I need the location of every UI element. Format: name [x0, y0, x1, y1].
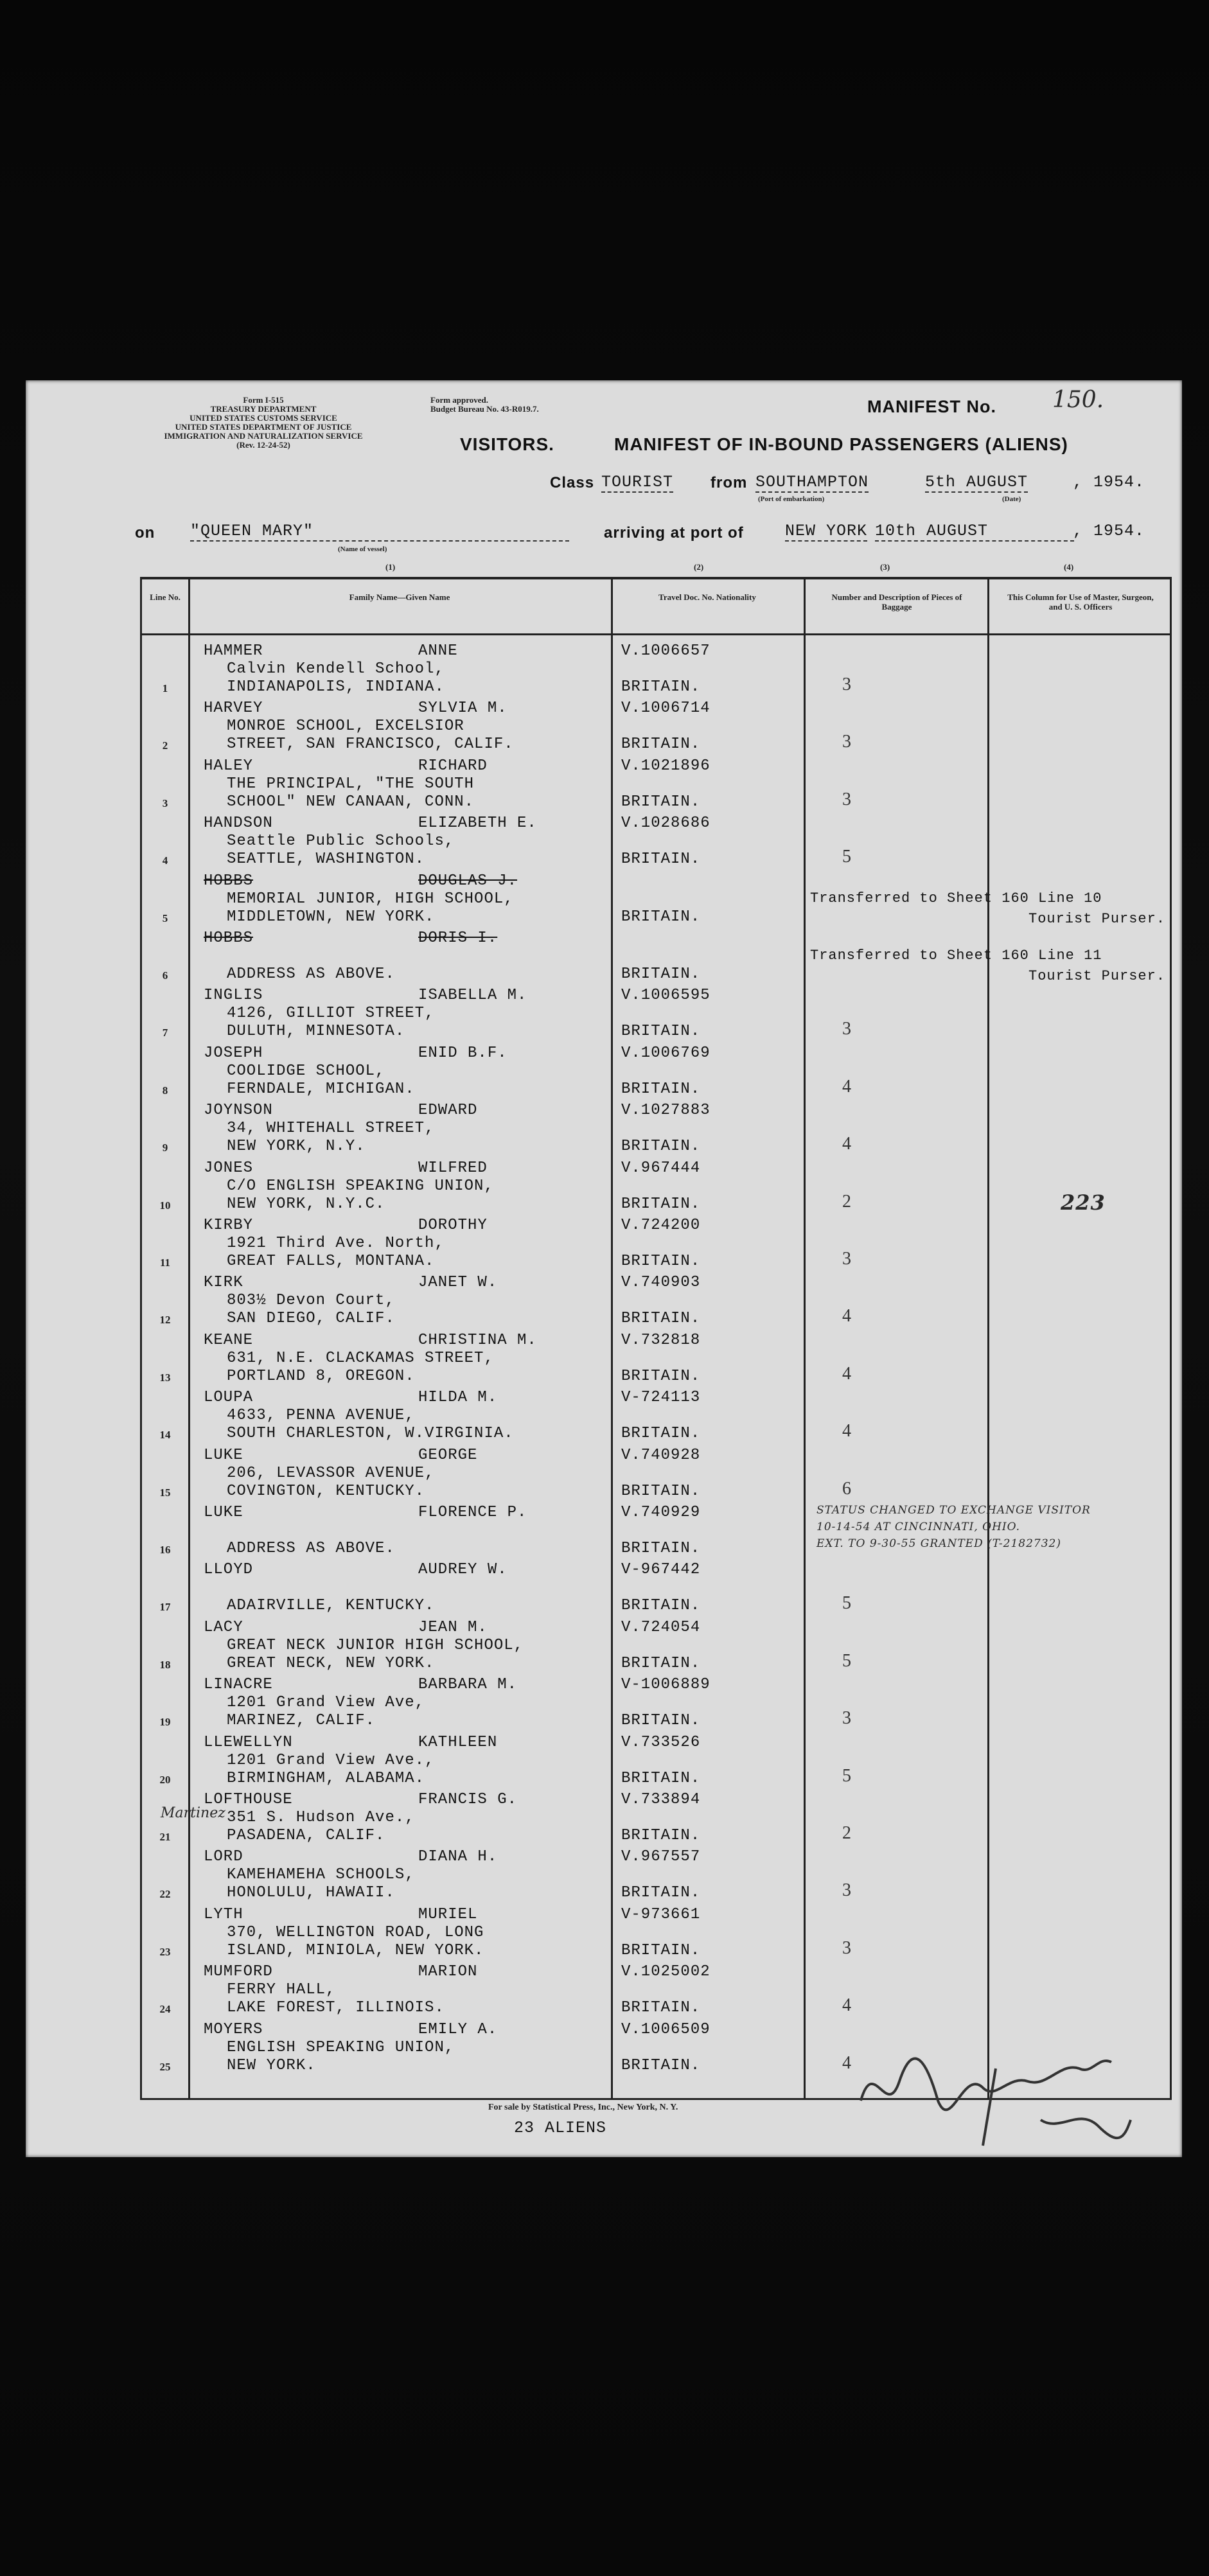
given-name: EDWARD [418, 1102, 478, 1120]
travel-doc-number: V.733526 [621, 1733, 701, 1751]
table-row [142, 1102, 1170, 1159]
form-rev: (Rev. 12-24-52) [236, 440, 290, 450]
line-number: 20 [159, 1773, 171, 1786]
travel-doc-number: V.1025002 [621, 1963, 710, 1981]
arriving-label: arriving at port of [604, 524, 744, 542]
port-of-embarkation: SOUTHAMPTON [755, 473, 869, 491]
nationality: BRITAIN. [621, 1769, 701, 1787]
baggage-count: 6 [842, 1478, 852, 1499]
address-line-2: PORTLAND 8, OREGON. [227, 1367, 415, 1385]
table-row [142, 1619, 1170, 1676]
form-service: UNITED STATES CUSTOMS SERVICE [190, 413, 337, 423]
printer-note: For sale by Statistical Press, Inc., New York, N. Y. [488, 2103, 678, 2112]
line-number: 16 [159, 1544, 171, 1556]
line-number: 1 [162, 682, 168, 694]
baggage-count: 2 [842, 1191, 852, 1212]
baggage-count: 3 [842, 1880, 852, 1901]
table-row [142, 1045, 1170, 1102]
purser-note: Tourist Purser. [1028, 968, 1166, 984]
travel-doc-number: V.1027883 [621, 1102, 710, 1120]
family-name: LYTH [204, 1905, 243, 1923]
travel-doc-number: V.1021896 [621, 757, 710, 775]
baggage-count: 3 [842, 1708, 852, 1729]
nationality: BRITAIN. [621, 1712, 701, 1730]
table-row [142, 1791, 1170, 1848]
table-row [142, 1217, 1170, 1274]
table-row [142, 642, 1170, 700]
address-line-2: GREAT FALLS, MONTANA. [227, 1253, 435, 1270]
family-name: INGLIS [204, 987, 263, 1005]
address-line-1: ENGLISH SPEAKING UNION, [227, 2038, 455, 2056]
family-name: JOSEPH [204, 1044, 263, 1062]
address-line-1: MONROE SCHOOL, EXCELSIOR [227, 718, 464, 736]
address-line-1: 4633, PENNA AVENUE, [227, 1407, 415, 1425]
address-line-2: MARINEZ, CALIF. [227, 1712, 376, 1730]
family-name: LLEWELLYN [204, 1733, 293, 1751]
header-divider [142, 633, 1170, 635]
given-name: EMILY A. [418, 2020, 498, 2038]
given-name: GEORGE [418, 1446, 478, 1464]
given-name: CHRISTINA M. [418, 1331, 537, 1349]
vessel-name: "QUEEN MARY" [190, 522, 569, 542]
nationality: BRITAIN. [621, 1597, 701, 1615]
address-line-1: Calvin Kendell School, [227, 660, 445, 678]
travel-doc-number: V.967557 [621, 1848, 701, 1866]
manifest-page [26, 380, 1182, 2157]
address-line-1: 803½ Devon Court, [227, 1292, 395, 1310]
line-number: 19 [159, 1716, 171, 1729]
baggage-count: 4 [842, 1363, 852, 1384]
status-change-note: EXT. TO 9-30-55 GRANTED (T-2182732) [816, 1537, 1061, 1550]
travel-doc-number: V-1006889 [621, 1676, 710, 1694]
line-number: 17 [159, 1601, 171, 1614]
line-number: 2 [162, 739, 168, 752]
nationality: BRITAIN. [621, 1999, 701, 2017]
vessel-caption: (Name of vessel) [338, 545, 387, 553]
nationality: BRITAIN. [621, 1195, 701, 1213]
address-line-1: 1201 Grand View Ave., [227, 1751, 435, 1769]
given-name: JANET W. [418, 1274, 498, 1292]
travel-doc-number: V.1006595 [621, 987, 710, 1005]
family-name: MOYERS [204, 2020, 263, 2038]
line-number: 10 [159, 1199, 171, 1212]
transfer-note: Transferred to Sheet 160 Line 11 [810, 948, 1102, 964]
address-line-1: COOLIDGE SCHOOL, [227, 1062, 385, 1080]
given-name: MARION [418, 1963, 478, 1981]
column-number-2: (2) [694, 562, 704, 572]
baggage-count: 4 [842, 1076, 852, 1097]
travel-doc-number: V-724113 [621, 1389, 701, 1407]
nationality: BRITAIN. [621, 1827, 701, 1844]
nationality: BRITAIN. [621, 1080, 701, 1098]
family-name: MUMFORD [204, 1963, 273, 1981]
line-number: 24 [159, 2003, 171, 2016]
family-name: LOUPA [204, 1389, 254, 1407]
line-number: 5 [162, 912, 168, 924]
family-name: LORD [204, 1848, 243, 1866]
address-line-2: LAKE FOREST, ILLINOIS. [227, 1999, 445, 2017]
address-line-1: THE PRINCIPAL, "THE SOUTH [227, 775, 475, 793]
given-name: BARBARA M. [418, 1676, 518, 1694]
date-caption: (Date) [1002, 495, 1021, 503]
family-name: LINACRE [204, 1676, 273, 1694]
family-name: HALEY [204, 757, 254, 775]
address-line-2: FERNDALE, MICHIGAN. [227, 1080, 415, 1098]
line-number: 12 [159, 1314, 171, 1327]
nationality: BRITAIN. [621, 1654, 701, 1672]
baggage-count: 4 [842, 1134, 852, 1154]
passenger-table [140, 577, 1172, 2100]
transfer-note: Transferred to Sheet 160 Line 10 [810, 890, 1102, 906]
arrival-port: NEW YORK [785, 522, 868, 540]
arrival-date: 10th AUGUST [875, 522, 1074, 542]
form-ins: IMMIGRATION AND NATURALIZATION SERVICE [164, 431, 363, 441]
table-row [142, 1963, 1170, 2020]
address-line-2: PASADENA, CALIF. [227, 1827, 385, 1844]
table-row [142, 1447, 1170, 1504]
form-dept: TREASURY DEPARTMENT [210, 404, 317, 414]
departure-date: 5th AUGUST [925, 473, 1028, 491]
line-number: 9 [162, 1142, 168, 1154]
given-name: DIANA H. [418, 1848, 498, 1866]
address-line-2: ISLAND, MINIOLA, NEW YORK. [227, 1941, 484, 1959]
nationality: BRITAIN. [621, 1253, 701, 1270]
travel-doc-number: V.1006714 [621, 700, 710, 718]
table-row [142, 1561, 1170, 1618]
address-line-2: NEW YORK. [227, 2056, 316, 2074]
table-row [142, 1504, 1170, 1561]
given-name: WILFRED [418, 1159, 488, 1177]
baggage-count: 4 [842, 2052, 852, 2073]
family-name: JOYNSON [204, 1102, 273, 1120]
manifest-label: MANIFEST No. [867, 397, 996, 416]
column-number-1: (1) [385, 562, 396, 572]
line-number: 7 [162, 1027, 168, 1039]
table-row [142, 1848, 1170, 1905]
travel-doc-number: V.740928 [621, 1446, 701, 1464]
table-row [142, 1676, 1170, 1733]
travel-doc-number: V.1006509 [621, 2020, 710, 2038]
travel-doc-number: V.724054 [621, 1618, 701, 1636]
table-row [142, 1906, 1170, 1963]
line-number: 3 [162, 797, 168, 809]
family-name: JONES [204, 1159, 254, 1177]
nationality: BRITAIN. [621, 1138, 701, 1156]
visitors-stamp: VISITORS. [460, 434, 554, 454]
address-line-2: SAN DIEGO, CALIF. [227, 1310, 395, 1328]
family-name: HAMMER [204, 642, 263, 660]
address-line-1: KAMEHAMEHA SCHOOLS, [227, 1866, 415, 1884]
nationality: BRITAIN. [621, 851, 701, 869]
nationality: BRITAIN. [621, 908, 701, 926]
nationality: BRITAIN. [621, 1482, 701, 1500]
travel-doc-number: V.733894 [621, 1791, 701, 1808]
nationality: BRITAIN. [621, 966, 701, 983]
col-family-name: Family Name—Given Name [349, 592, 450, 602]
nationality: BRITAIN. [621, 1310, 701, 1328]
address-line-2: STREET, SAN FRANCISCO, CALIF. [227, 736, 514, 754]
nationality: BRITAIN. [621, 1540, 701, 1557]
class-label: Class [550, 474, 595, 491]
nationality: BRITAIN. [621, 678, 701, 696]
family-name: HARVEY [204, 700, 263, 718]
address-line-1: Seattle Public Schools, [227, 833, 455, 851]
table-row [142, 1332, 1170, 1389]
family-name: KIRBY [204, 1217, 254, 1234]
family-name: HANDSON [204, 815, 273, 833]
line-number: 23 [159, 1945, 171, 1958]
nationality: BRITAIN. [621, 1023, 701, 1041]
form-approved: Form approved. [430, 395, 489, 405]
address-line-1: 1921 Third Ave. North, [227, 1235, 445, 1252]
baggage-count: 3 [842, 732, 852, 752]
officer-remark: 223 [1061, 1190, 1106, 1215]
line-number: 11 [159, 1257, 171, 1269]
line-number: 6 [162, 969, 168, 982]
address-line-1: GREAT NECK JUNIOR HIGH SCHOOL, [227, 1636, 524, 1654]
line-number: 18 [159, 1658, 171, 1671]
baggage-count: 4 [842, 1306, 852, 1327]
baggage-count: 5 [842, 1593, 852, 1614]
address-line-2: ADDRESS AS ABOVE. [227, 966, 395, 983]
class-value: TOURIST [601, 473, 674, 491]
nationality: BRITAIN. [621, 1941, 701, 1959]
table-row [142, 1160, 1170, 1217]
given-name: DORIS I. [418, 930, 498, 947]
given-name: DOUGLAS J. [418, 872, 518, 890]
family-name: HOBBS [204, 930, 254, 947]
address-line-2: MIDDLETOWN, NEW YORK. [227, 908, 435, 926]
family-name: LLOYD [204, 1561, 254, 1579]
travel-doc-number: V-973661 [621, 1905, 701, 1923]
line-number: 8 [162, 1084, 168, 1097]
given-name: SYLVIA M. [418, 700, 507, 718]
purser-note: Tourist Purser. [1028, 910, 1166, 927]
baggage-count: 5 [842, 1765, 852, 1786]
address-line-2: GREAT NECK, NEW YORK. [227, 1654, 435, 1672]
line-number: 4 [162, 854, 168, 867]
table-row [142, 1734, 1170, 1791]
nationality: BRITAIN. [621, 736, 701, 754]
line-number: 15 [159, 1486, 171, 1499]
family-name: LUKE [204, 1504, 243, 1521]
manifest-number: 150. [1052, 387, 1104, 413]
nationality: BRITAIN. [621, 793, 701, 811]
family-name: KEANE [204, 1331, 254, 1349]
family-name: LOFTHOUSE [204, 1791, 293, 1808]
manifest-title: MANIFEST OF IN-BOUND PASSENGERS (ALIENS) [614, 434, 1068, 454]
from-label: from [710, 474, 748, 491]
family-name: LACY [204, 1618, 243, 1636]
nationality: BRITAIN. [621, 1367, 701, 1385]
family-name: KIRK [204, 1274, 243, 1292]
address-line-2: DULUTH, MINNESOTA. [227, 1023, 405, 1041]
table-row [142, 987, 1170, 1044]
travel-doc-number: V.1006769 [621, 1044, 710, 1062]
given-name: ANNE [418, 642, 458, 660]
form-number: Form I-515 [243, 395, 284, 405]
family-name: LUKE [204, 1446, 243, 1464]
given-name: FRANCIS G. [418, 1791, 518, 1808]
baggage-count: 3 [842, 1019, 852, 1039]
travel-doc-number: V.740929 [621, 1504, 701, 1521]
address-line-2: HONOLULU, HAWAII. [227, 1884, 395, 1902]
form-justice: UNITED STATES DEPARTMENT OF JUSTICE [175, 422, 352, 432]
line-number: 13 [159, 1371, 171, 1384]
travel-doc-number: V.732818 [621, 1331, 701, 1349]
arrival-year: , 1954. [1073, 522, 1145, 540]
budget-number: Budget Bureau No. 43-R019.7. [430, 404, 539, 414]
address-line-1: 206, LEVASSOR AVENUE, [227, 1464, 435, 1482]
status-change-note: 10-14-54 AT CINCINNATI, OHIO. [816, 1521, 1020, 1533]
address-line-1: C/O ENGLISH SPEAKING UNION, [227, 1177, 494, 1195]
baggage-count: 5 [842, 1650, 852, 1671]
line-number: 22 [159, 1888, 171, 1901]
baggage-count: 4 [842, 1995, 852, 2016]
table-row [142, 815, 1170, 872]
travel-doc-number: V.740903 [621, 1274, 701, 1292]
nationality: BRITAIN. [621, 2056, 701, 2074]
address-line-1: MEMORIAL JUNIOR, HIGH SCHOOL, [227, 890, 514, 908]
table-row [142, 1274, 1170, 1331]
departure-year: , 1954. [1073, 473, 1145, 491]
given-name: FLORENCE P. [418, 1504, 527, 1521]
baggage-count: 5 [842, 847, 852, 867]
given-name: MURIEL [418, 1905, 478, 1923]
baggage-count: 3 [842, 675, 852, 694]
given-name: AUDREY W. [418, 1561, 507, 1579]
table-row [142, 757, 1170, 815]
address-line-2: ADDRESS AS ABOVE. [227, 1540, 395, 1557]
address-line-1: 351 S. Hudson Ave., [227, 1809, 415, 1826]
table-row [142, 930, 1170, 987]
baggage-count: 3 [842, 789, 852, 809]
given-name: RICHARD [418, 757, 488, 775]
address-line-2: NEW YORK, N.Y.C. [227, 1195, 385, 1213]
address-line-1: 631, N.E. CLACKAMAS STREET, [227, 1349, 494, 1367]
alien-count: 23 ALIENS [514, 2119, 607, 2137]
given-name: ELIZABETH E. [418, 815, 537, 833]
nationality: BRITAIN. [621, 1425, 701, 1443]
port-caption: (Port of embarkation) [758, 495, 825, 503]
form-id-block [128, 396, 398, 450]
travel-doc-number: V.967444 [621, 1159, 701, 1177]
given-name: HILDA M. [418, 1389, 498, 1407]
baggage-count: 4 [842, 1421, 852, 1442]
approval-block [430, 396, 539, 414]
address-line-2: COVINGTON, KENTUCKY. [227, 1482, 425, 1500]
col-baggage: Number and Description of Pieces of Baggage [831, 592, 962, 612]
given-name: DOROTHY [418, 1217, 488, 1234]
address-line-1: 4126, GILLIOT STREET, [227, 1005, 435, 1023]
address-line-1: FERRY HALL, [227, 1981, 336, 1999]
margin-note: Martinez [161, 1805, 225, 1821]
travel-doc-number: V-967442 [621, 1561, 701, 1579]
given-name: ISABELLA M. [418, 987, 527, 1005]
baggage-count: 3 [842, 1249, 852, 1269]
given-name: KATHLEEN [418, 1733, 498, 1751]
address-line-1: 1201 Grand View Ave, [227, 1694, 425, 1712]
address-line-2: SEATTLE, WASHINGTON. [227, 851, 425, 869]
address-line-1: 370, WELLINGTON ROAD, LONG [227, 1923, 484, 1941]
address-line-2: INDIANAPOLIS, INDIANA. [227, 678, 445, 696]
table-row [142, 1389, 1170, 1446]
address-line-2: BIRMINGHAM, ALABAMA. [227, 1769, 425, 1787]
col-travel-doc: Travel Doc. No. Nationality [658, 592, 756, 602]
address-line-1: 34, WHITEHALL STREET, [227, 1120, 435, 1138]
status-change-note: STATUS CHANGED TO EXCHANGE VISITOR [816, 1504, 1091, 1517]
inspector-signature [848, 2043, 1143, 2152]
given-name: ENID B.F. [418, 1044, 507, 1062]
column-number-4: (4) [1064, 562, 1074, 572]
baggage-count: 3 [842, 1937, 852, 1958]
col-officers: This Column for Use of Master, Surgeon, and U. S. Officers [1007, 592, 1154, 612]
family-name: HOBBS [204, 872, 254, 890]
line-number: 25 [159, 2060, 171, 2073]
table-row [142, 872, 1170, 930]
address-line-2: NEW YORK, N.Y. [227, 1138, 366, 1156]
on-label: on [135, 524, 155, 542]
baggage-count: 2 [842, 1823, 852, 1843]
table-row [142, 700, 1170, 757]
line-number: 21 [159, 1831, 171, 1843]
line-number: 14 [159, 1429, 171, 1442]
travel-doc-number: V.1006657 [621, 642, 710, 660]
address-line-2: SCHOOL" NEW CANAAN, CONN. [227, 793, 475, 811]
address-line-2: ADAIRVILLE, KENTUCKY. [227, 1597, 435, 1615]
travel-doc-number: V.1028686 [621, 815, 710, 833]
nationality: BRITAIN. [621, 1884, 701, 1902]
col-line-no: Line No. [150, 592, 181, 602]
travel-doc-number: V.724200 [621, 1217, 701, 1234]
address-line-2: SOUTH CHARLESTON, W.VIRGINIA. [227, 1425, 514, 1443]
given-name: JEAN M. [418, 1618, 488, 1636]
column-number-3: (3) [880, 562, 890, 572]
